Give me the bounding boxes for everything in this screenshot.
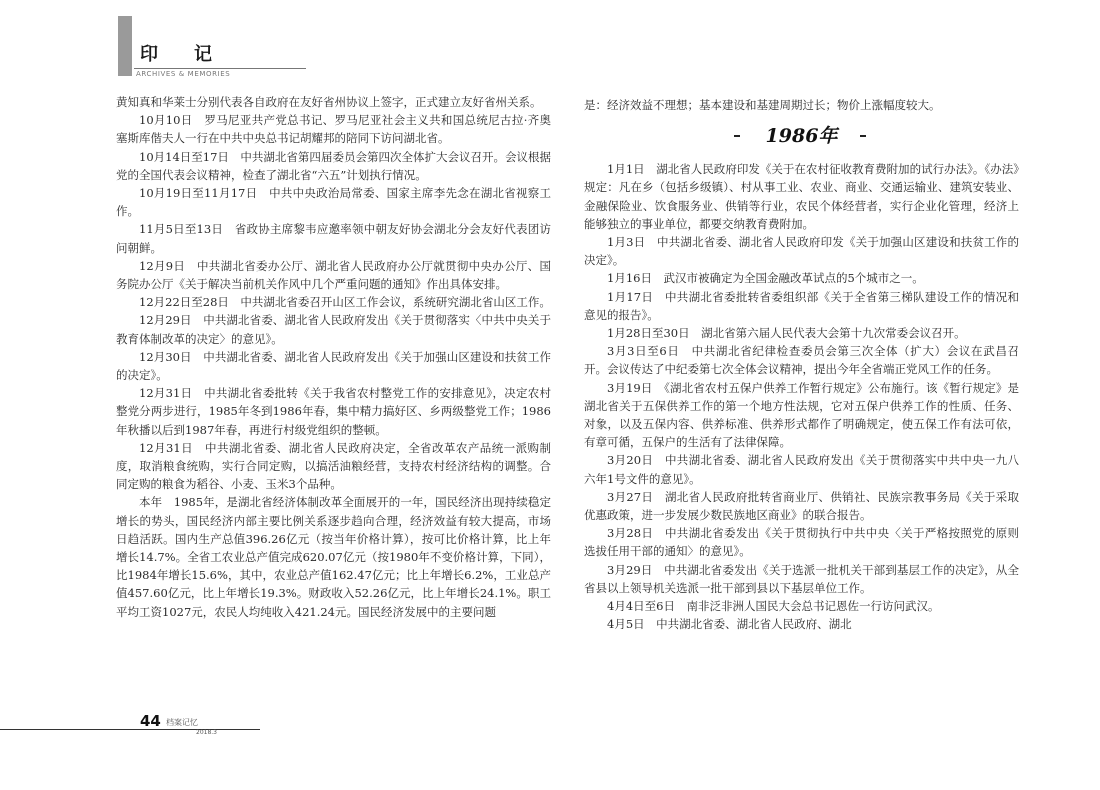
paragraph: 1月16日 武汉市被确定为全国金融改革试点的5个城市之一。	[607, 271, 924, 286]
paragraph: 11月5日至13日 省政协主席黎韦应邀率领中朝友好协会湖北分会友好代表团访问朝鲜。	[116, 222, 551, 255]
paragraph: 4月5日 中共湖北省委、湖北省人民政府、湖北	[607, 617, 852, 632]
paragraph: 12月31日 中共湖北省委批转《关于我省农村整党工作的安排意见》，决定农村整党分两步进行，1985年冬到1986年春，集中精力搞好区、乡两级整党工作；1986年秋播以后到1987年春，再进行村级党组织的整顿。	[116, 386, 551, 437]
paragraph: 3月29日 中共湖北省委发出《关于选派一批机关干部到基层工作的决定》，从全省县以上领导机关选派一批干部到县以下基层单位工作。	[584, 562, 1019, 595]
footer-rule	[0, 729, 260, 730]
paragraph: 3月27日 湖北省人民政府批转省商业厅、供销社、民族宗教事务局《关于采取优惠政策，进一步发展少数民族地区商业》的联合报告。	[584, 489, 1019, 523]
left-column	[116, 93, 551, 621]
paragraph: 12月30日 中共湖北省委、湖北省人民政府发出《关于加强山区建设和扶贫工作的决定》。	[116, 349, 551, 383]
paragraph: 黄知真和华莱士分别代表各自政府在友好省州协议上签字，正式建立友好省州关系。	[116, 95, 542, 109]
paragraph: 12月9日 中共湖北省委办公厅、湖北省人民政府办公厅就贯彻中央办公厅、国务院办公厅《关于解决当前机关作风中几个严重问题的通知》作出具体安排。	[116, 258, 551, 292]
paragraph: 3月3日至6日 中共湖北省纪律检查委员会第三次全体（扩大）会议在武昌召开。会议传达了中纪委第七次全体会议精神，提出今年全省端正党风工作的任务。	[584, 344, 1019, 377]
paragraph: 10月14日至17日 中共湖北省第四届委员会第四次全体扩大会议召开。会议根据党的全国代表会议精神，检查了湖北省“六五”计划执行情况。	[116, 149, 551, 182]
paragraph: 1月3日 中共湖北省委、湖北省人民政府印发《关于加强山区建设和扶贫工作的决定》。	[584, 235, 1019, 268]
paragraph: 本年 1985年，是湖北省经济体制改革全面展开的一年，国民经济出现持续稳定增长的势头，国民经济内部主要比例关系逐步趋向合理，经济效益有较大提高，市场日趋活跃。国内生产总值396.26亿元（按当年价格计算），按可比价格计算，比上年增长14.7%。全省工农业总产值完成620.07亿元（按1980年不变价格计算，下同），比1984年增长15.6%，其中，农业总产值162.47亿元；比上年增长6.2%，工业总产值457.60亿元，比上年增长19.3%。财政收入52.26亿元，比上年增长24.1%。职工平均工资1027元，农民人均纯收入421.24元。国民经济发展中的主要问题	[116, 495, 551, 619]
paragraph: 1月28日至30日 湖北省第六届人民代表大会第十九次常委会议召开。	[607, 326, 966, 341]
paragraph: 3月20日 中共湖北省委、湖北省人民政府发出《关于贯彻落实中共中央一九八六年1号文件的意见》。	[584, 453, 1019, 486]
paragraph: 1月17日 中共湖北省委批转省委组织部《关于全省第三梯队建设工作的情况和意见的报告》。	[584, 289, 1019, 322]
paragraph: 12月22日至28日 中共湖北省委召开山区工作会议，系统研究湖北省山区工作。	[139, 295, 551, 310]
year-heading	[584, 123, 1019, 149]
header-accent-bar	[118, 16, 132, 76]
paragraph: 1月1日 湖北省人民政府印发《关于在农村征收教育费附加的试行办法》。《办法》规定：凡在乡（包括乡级镇）、村从事工业、农业、商业、交通运输业、建筑安装业、金融保险业、饮食服务业、供销等行业，农民个体经营者，实行企业化管理，经济上能够独立的事业单位，都要交纳教育费附加。	[584, 162, 1019, 231]
paragraph: 10月10日 罗马尼亚共产党总书记、罗马尼亚社会主义共和国总统尼古拉·齐奥塞斯库偕夫人一行在中共中央总书记胡耀邦的陪同下访问湖北省。	[116, 113, 551, 146]
issue-number: 2018.3	[196, 729, 217, 736]
paragraph: 12月29日 中共湖北省委、湖北省人民政府发出《关于贯彻落实〈中共中央关于教育体制改革的决定〉的意见》。	[116, 313, 551, 346]
column-title: 印记	[140, 44, 248, 65]
paragraph: 是：经济效益不理想；基本建设和基建周期过长；物价上涨幅度较大。	[584, 98, 941, 112]
header-rule	[134, 68, 306, 69]
year-heading-text: 1986年	[765, 125, 838, 148]
journal-name: 档案记忆	[166, 718, 198, 727]
paragraph: 3月28日 中共湖北省委发出《关于贯彻执行中共中央〈关于严格按照党的原则选拔任用干部的通知〉的意见》。	[584, 526, 1019, 559]
column-subtitle: ARCHIVES & MEMORIES	[136, 70, 231, 78]
heading-decoration-left	[734, 135, 740, 137]
paragraph: 12月31日 中共湖北省委、湖北省人民政府决定，全省改革农产品统一派购制度，取消粮食统购，实行合同定购，以搞活油粮经营，支持农村经济结构的调整。合同定购的粮食为稻谷、小麦、玉米3个品种。	[116, 440, 551, 492]
paragraph: 10月19日至11月17日 中共中央政治局常委、国家主席李先念在湖北省视察工作。	[116, 186, 551, 219]
paragraph: 3月19日 《湖北省农村五保户供养工作暂行规定》公布施行。该《暂行规定》是湖北省关于五保供养工作的第一个地方性法规，它对五保户供养工作的性质、任务、对象，以及五保内容、供养标准、供养形式都作了明确规定，使五保工作有法可依，有章可循，五保户的生活有了法律保障。	[584, 380, 1019, 450]
heading-decoration-right	[860, 135, 866, 137]
paragraph: 4月4日至6日 南非泛非洲人国民大会总书记恩佐一行访问武汉。	[607, 599, 940, 614]
page-number: 44	[140, 712, 161, 730]
right-column	[584, 96, 1019, 633]
